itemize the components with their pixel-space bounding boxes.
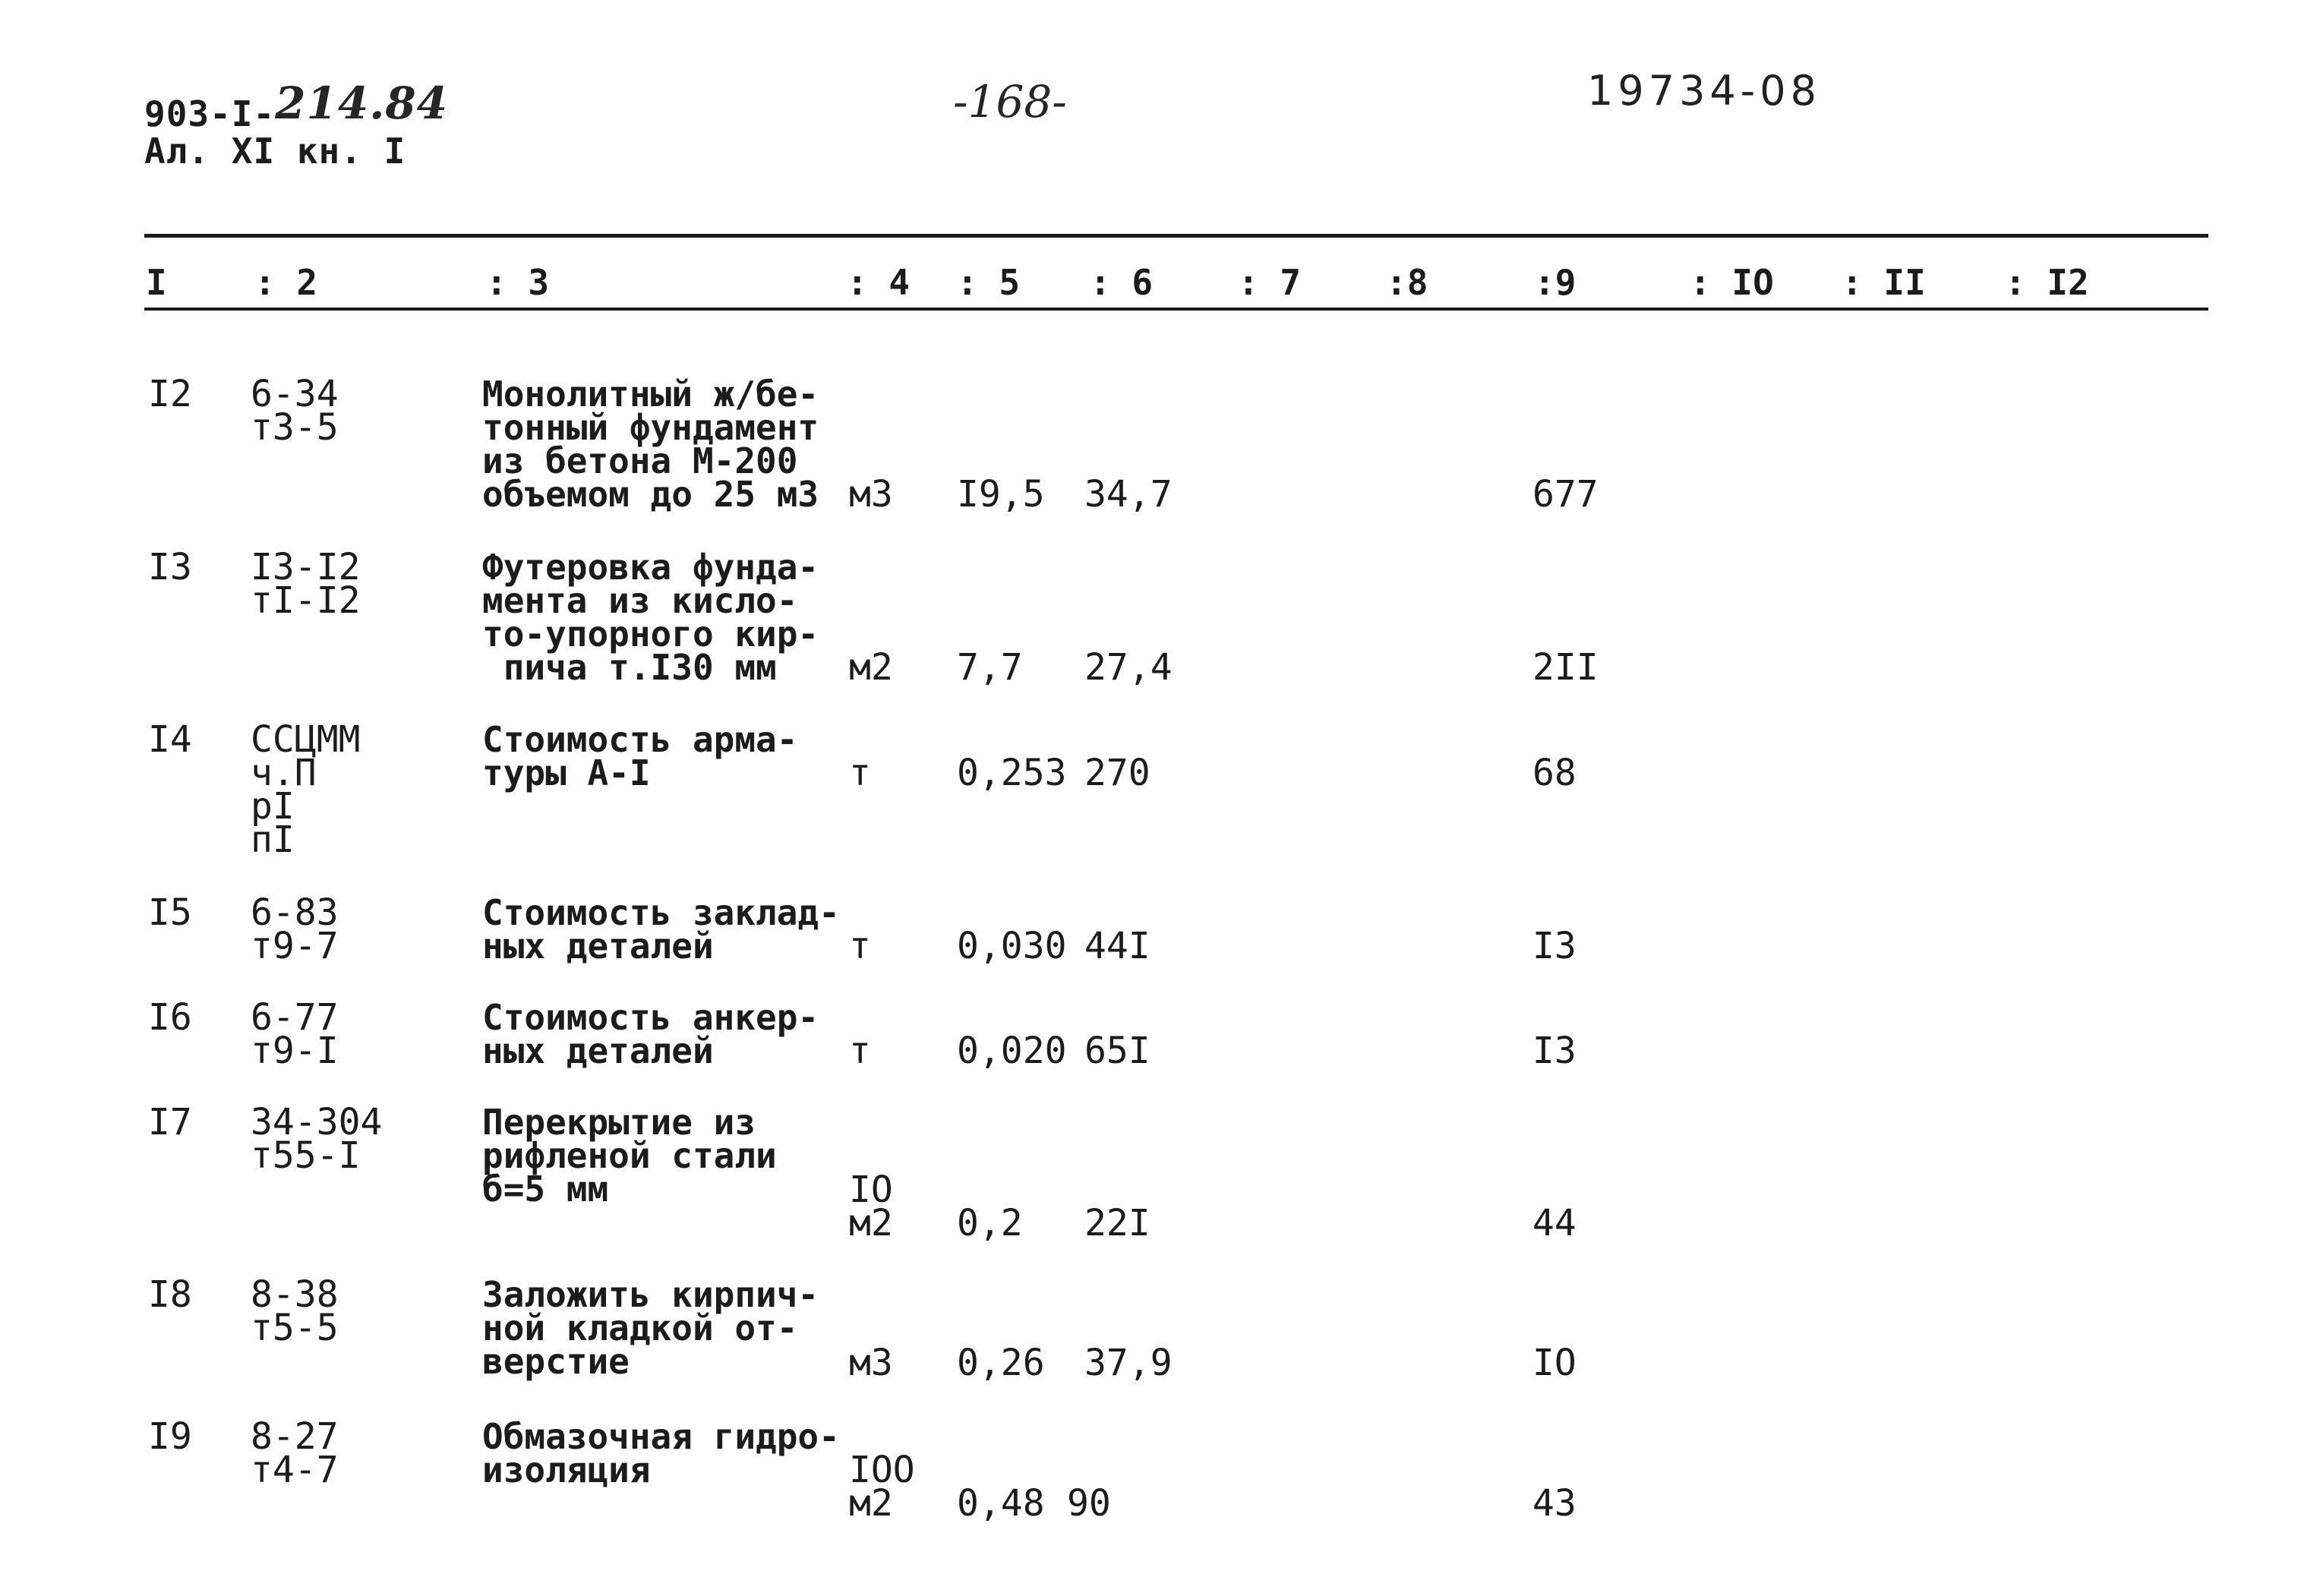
top-rule: [144, 234, 2208, 238]
page-number: -168-: [953, 76, 1067, 128]
total-cost: I3: [1532, 925, 1577, 967]
header-underline-rule: [144, 308, 2208, 311]
total-cost: 44: [1532, 1202, 1577, 1244]
unit: м3: [849, 1342, 893, 1384]
unit: т: [849, 1030, 871, 1072]
column-header-6: : 6: [1090, 262, 1154, 303]
quantity: I9,5: [957, 473, 1045, 516]
work-description: Обмазочная гидро- изоляция: [482, 1416, 840, 1490]
document-code: [144, 77, 449, 137]
total-cost: 68: [1532, 752, 1577, 794]
column-header-5: : 5: [957, 262, 1021, 303]
unit: м2: [849, 646, 893, 689]
stamp-number: 19734-08: [1587, 67, 1821, 115]
row-number: I7: [148, 1101, 192, 1143]
work-description: Заложить кирпич- ной кладкой от- верстие: [482, 1274, 819, 1382]
unit-price: 37,9: [1084, 1342, 1173, 1384]
column-header-3: : 3: [486, 262, 550, 303]
work-description: Стоимость арма- туры А-I: [482, 719, 798, 793]
quantity: 7,7: [957, 646, 1023, 689]
column-header-7: : 7: [1238, 262, 1302, 303]
unit: т: [849, 925, 871, 967]
norm-code: I3-I2 тI-I2: [251, 546, 361, 622]
album-line: Ал. XI кн. I: [144, 131, 406, 172]
quantity: 0,2: [957, 1202, 1023, 1244]
row-number: I5: [148, 891, 192, 934]
column-header-11: : II: [1842, 262, 1926, 303]
row-number: I9: [148, 1415, 192, 1458]
unit-price: 90: [1067, 1482, 1111, 1525]
work-description: Перекрытие из рифленой стали б=5 мм: [482, 1102, 777, 1210]
column-header-8: :8: [1386, 262, 1428, 303]
total-cost: 2II: [1532, 646, 1599, 689]
total-cost: IO: [1532, 1342, 1577, 1384]
quantity: 0,030: [957, 925, 1067, 967]
unit-price: 22I: [1084, 1202, 1150, 1244]
norm-code: 34-304 т55-I: [251, 1101, 383, 1177]
total-cost: 43: [1532, 1482, 1577, 1525]
column-header-2: : 2: [254, 262, 318, 303]
norm-code: 8-27 т4-7: [251, 1415, 339, 1491]
unit-price: 44I: [1084, 925, 1150, 967]
column-header-10: : IO: [1690, 262, 1774, 303]
row-number: I4: [148, 718, 192, 761]
quantity: 0,020: [957, 1030, 1067, 1072]
row-number: I3: [148, 546, 192, 588]
unit: IOO м2: [849, 1449, 915, 1525]
unit: т: [849, 752, 871, 794]
norm-code: 6-83 т9-7: [251, 891, 339, 967]
row-number: I8: [148, 1273, 192, 1316]
quantity: 0,48: [957, 1482, 1045, 1525]
work-description: Монолитный ж/бе- тонный фундамент из бетона М-200 объемом до 25 м3: [482, 374, 819, 515]
unit-price: 270: [1084, 752, 1150, 794]
column-header-1: I: [146, 262, 167, 303]
norm-code: 6-77 т9-I: [251, 996, 339, 1072]
unit-price: 65I: [1084, 1030, 1150, 1072]
total-cost: 677: [1532, 473, 1599, 516]
quantity: 0,26: [957, 1342, 1045, 1384]
unit-price: 27,4: [1084, 646, 1173, 689]
document-code-printed: 903-I-: [144, 93, 276, 134]
work-description: Стоимость анкер- ных деталей: [482, 997, 819, 1071]
unit: м3: [849, 473, 893, 516]
unit-price: 34,7: [1084, 473, 1173, 516]
column-header-12: : I2: [2005, 262, 2089, 303]
work-description: Стоимость заклад- ных деталей: [482, 892, 840, 967]
row-number: I6: [148, 996, 192, 1039]
quantity: 0,253: [957, 752, 1067, 794]
column-header-9: :9: [1534, 262, 1577, 303]
total-cost: I3: [1532, 1030, 1577, 1072]
row-number: I2: [148, 373, 192, 415]
norm-code: 8-38 т5-5: [251, 1273, 339, 1349]
work-description: Футеровка фунда- мента из кисло- то-упорного кир- пича т.I30 мм: [482, 547, 819, 688]
norm-code: ССЦММ ч.П рI пI: [251, 718, 361, 861]
document-code-handwritten: 214.84: [275, 77, 449, 129]
column-header-4: : 4: [847, 262, 911, 303]
unit: IO м2: [849, 1169, 893, 1244]
norm-code: 6-34 т3-5: [251, 373, 339, 449]
